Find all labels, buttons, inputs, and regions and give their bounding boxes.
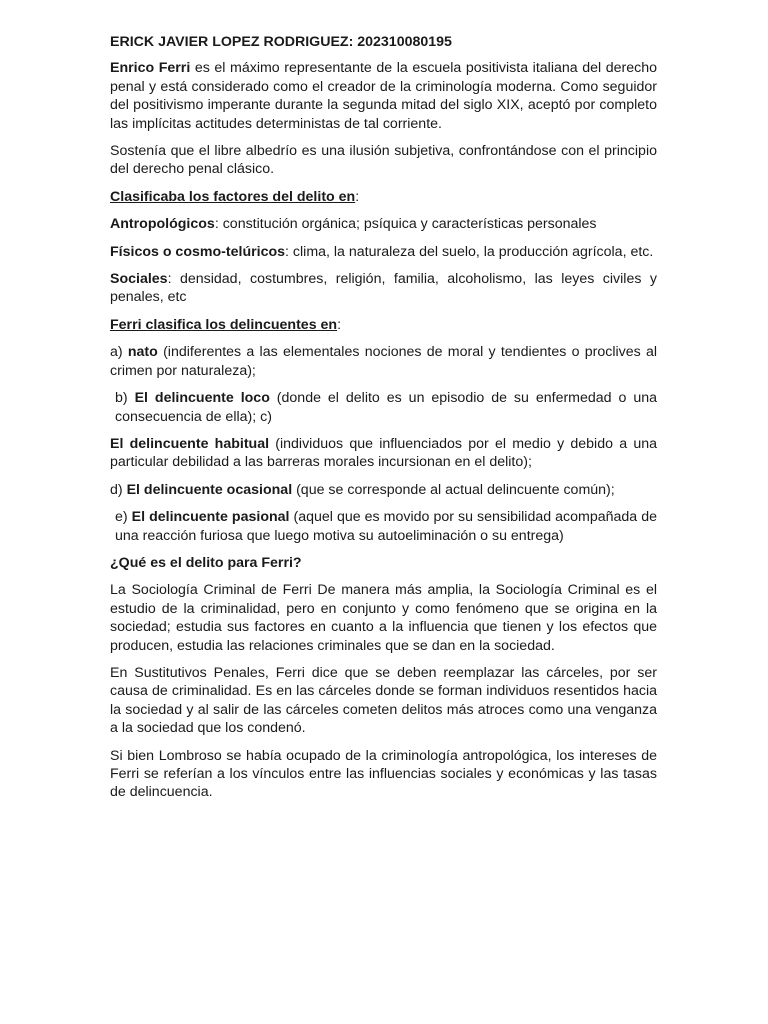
- item-prefix: e): [115, 509, 132, 526]
- factor-item-antropologicos: [110, 215, 657, 233]
- intro-text: es el máximo representante de la escuela positivista italiana del derecho penal y está considerado como el creador de la criminología moderna. Como seguidor del positivismo imperante durante la segunda mitad del siglo XIX, aceptó por completo las implícitas actitudes deterministas de tal corriente.: [110, 60, 657, 132]
- item-text: (que se corresponde al actual delincuente común);: [292, 481, 615, 498]
- delincuente-item-b: [110, 389, 657, 426]
- lombroso-paragraph: Si bien Lombroso se había ocupado de la criminología antropológica, los intereses de Ferri se referían a los vínculos entre las influencias sociales y económicas y las tasas de delincuencia.: [110, 747, 657, 801]
- delincuentes-heading-paragraph: [110, 316, 657, 334]
- factor-text: : constitución orgánica; psíquica y características personales: [214, 216, 597, 233]
- item-prefix: b): [115, 390, 135, 407]
- item-label: El delincuente: [134, 390, 234, 407]
- item-text: (indiferentes a las elementales nociones de moral y tendientes o proclives al crimen por naturaleza);: [110, 344, 657, 379]
- factor-label: Sociales: [110, 271, 168, 288]
- factor-item-sociales: [110, 270, 657, 307]
- sociologia-paragraph: La Sociología Criminal de Ferri De manera más amplia, la Sociología Criminal es el estudio de la criminalidad, pero en conjunto y como fenómeno que se origina en la sociedad; estudia sus factores en cuanto a la influencia que tienen y los efectos que producen, estudia las relaciones criminales que se dan en la sociedad.: [110, 582, 657, 654]
- item-label: El delincuente habitual: [110, 435, 270, 452]
- item-label: El delincuente ocasional: [126, 481, 293, 498]
- factores-heading-paragraph: [110, 188, 657, 206]
- document-title: ERICK JAVIER LOPEZ RODRIGUEZ: 202310080195: [110, 34, 452, 50]
- delincuente-item-d: [110, 481, 657, 499]
- factor-label: Antropológicos: [110, 216, 215, 233]
- item-prefix: d): [110, 481, 127, 498]
- sustitutivos-paragraph: En Sustitutivos Penales, Ferri dice que se deben reemplazar las cárceles, por ser causa de criminalidad. Es en las cárceles donde se forman individuos resentidos hacia la sociedad y al salir de las cárceles cometen delitos más atroces como una venganza a la sociedad que los condenó.: [110, 664, 657, 737]
- libre-albedrio-paragraph: Sostenía que el libre albedrío es una ilusión subjetiva, confrontándose con el principio del derecho penal clásico.: [110, 143, 657, 178]
- factor-text: : densidad, costumbres, religión, familia, alcoholismo, las leyes civiles y penales, etc: [110, 271, 657, 306]
- delincuentes-heading: Ferri clasifica los delincuentes en: [110, 316, 338, 333]
- item-label: nato: [127, 344, 158, 361]
- document-page: [110, 33, 657, 811]
- factor-label: Físicos o cosmo-telúricos: [110, 243, 286, 260]
- pregunta-heading: ¿Qué es el delito para Ferri?: [110, 554, 302, 571]
- item-prefix: a): [110, 344, 128, 361]
- item-text: (individuos que influenciados por el medio y debido a una particular debilidad a las barreras morales incursionan en el delito);: [110, 435, 657, 471]
- factores-colon: :: [355, 188, 360, 205]
- factor-item-fisicos: [110, 243, 657, 261]
- factores-heading: Clasificaba los factores del delito en: [110, 188, 356, 205]
- delincuente-item-a: [110, 343, 657, 380]
- delincuente-item-c: [110, 435, 657, 472]
- item-label-2: loco: [233, 390, 270, 407]
- item-label: El delincuente pasional: [131, 509, 290, 526]
- item-text: (aquel que es movido por su sensibilidad acompañada de una reacción furiosa que luego motiva su autoeliminación o su entrega): [115, 509, 657, 544]
- item-text: (donde el delito es un episodio de su enfermedad o una consecuencia de ella); c): [115, 390, 658, 425]
- factor-text: : clima, la naturaleza del suelo, la producción agrícola, etc.: [285, 243, 654, 260]
- delincuente-item-e: [110, 508, 657, 545]
- delincuentes-colon: :: [337, 316, 342, 333]
- intro-name: Enrico Ferri: [110, 60, 191, 77]
- intro-paragraph: [110, 59, 657, 133]
